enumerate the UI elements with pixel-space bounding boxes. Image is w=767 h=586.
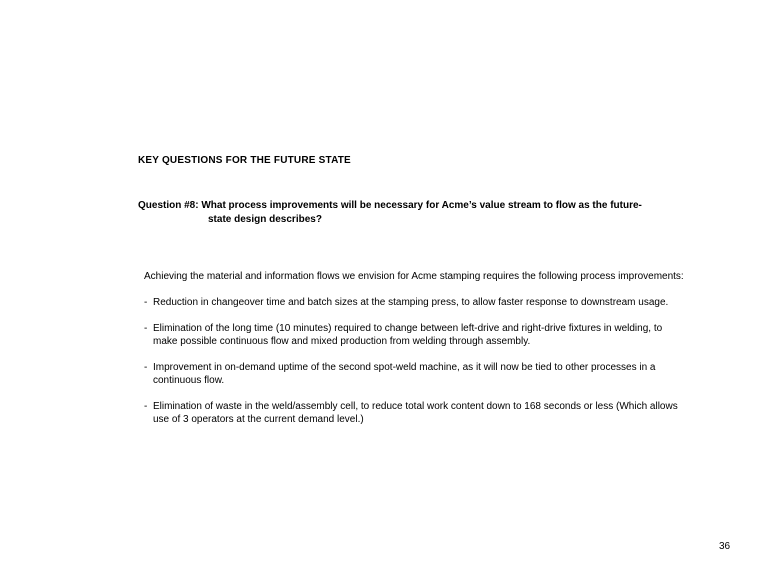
list-dash: -	[144, 323, 148, 334]
list-item	[144, 322, 684, 348]
list-item-text: Elimination of waste in the weld/assembly cell, to reduce total work content down to 168 seconds or less (Which allows use of 3 operators at the current demand level.)	[153, 401, 678, 425]
section-heading: KEY QUESTIONS FOR THE FUTURE STATE	[138, 155, 351, 166]
list-item-text: Reduction in changeover time and batch sizes at the stamping press, to allow faster response to downstream usage.	[153, 297, 669, 308]
question-line-2: state design describes?	[208, 214, 322, 225]
list-dash: -	[144, 297, 148, 308]
question-block	[138, 199, 708, 227]
list-item	[144, 400, 684, 426]
list-item	[144, 361, 684, 387]
improvements-list	[144, 296, 684, 426]
list-dash: -	[144, 401, 148, 412]
list-item-text: Improvement in on-demand uptime of the second spot-weld machine, as it will now be tied to other processes in a continuous flow.	[153, 362, 656, 386]
list-item-text: Elimination of the long time (10 minutes) required to change between left-drive and right-drive fixtures in welding, to make possible continuous flow and mixed production from welding through assembly.	[153, 323, 663, 347]
answer-intro: Achieving the material and information flows we envision for Acme stamping requires the following process improvements:	[144, 271, 684, 282]
answer-block	[144, 270, 684, 439]
list-dash: -	[144, 362, 148, 373]
page-number: 36	[719, 541, 731, 552]
list-item	[144, 296, 684, 309]
question-line-1: Question #8: What process improvements will be necessary for Acme’s value stream to flow as the future-	[138, 200, 642, 211]
